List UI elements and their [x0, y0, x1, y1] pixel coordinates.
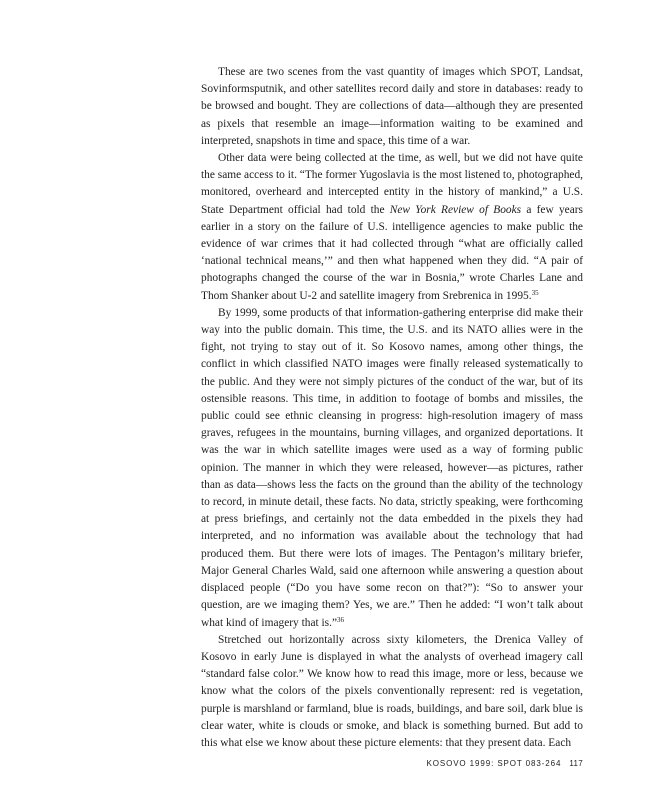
body-text [201, 64, 583, 752]
paragraph-4 [201, 632, 583, 752]
page-footer [380, 759, 583, 768]
paragraph-4-text: Stretched out horizontally across sixty kilometers, the Drenica Valley of Kosovo in early June is displayed in what the analysts of overhead imagery call “standard false color.” We know how to read this image, more or less, because we know what the colors of the pixels conventionally represent: red is vegetation, purple is marshland or farmland, blue is roads, buildings, and bare soil, dark blue is clear water, white is clouds or smoke, and black is something burned. But add to this what else we know about these picture elements: that they present data. Each [201, 633, 583, 749]
paragraph-3-text: By 1999, some products of that information-gathering enterprise did make their way into the public domain. This time, the U.S. and its NATO allies were in the fight, not trying to stay out of it. So Kosovo names, among other things, the conflict in which classified NATO images were finally released systematically to the public. And they were not simply pictures of the conduct of the war, but of its ostensible reasons. This time, in addition to footage of bombs and missiles, the public could see ethnic cleansing in progress: high-resolution imagery of mass graves, refugees in the mountains, burning villages, and organized deportations. It was the war in which satellite images were used as a way of forming public opinion. The manner in which they were released, however—as pictures, rather than as data—shows less the facts on the ground than the ability of the technology to record, in minute detail, these facts. No data, strictly speaking, were forthcoming at press briefings, and certainly not the data embedded in the pixels they had interpreted, and no information was available about the technology that had produced them. But there were lots of images. The Pentagon’s military briefer, Major General Charles Wald, said one afternoon while answering a question about displaced people (“Do you have some recon on that?”): “So to answer your question, are we imaging them? Yes, we are.” Then he added: “I won’t talk about what kind of imagery that is.” [201, 306, 583, 629]
page-number: 117 [569, 759, 583, 768]
footnote-ref-35: 35 [531, 288, 539, 297]
paragraph-2 [201, 150, 583, 305]
publication-title: New York Review of Books [389, 203, 522, 216]
paragraph-2-text-b: a few years earlier in a story on the failure of U.S. intelligence agencies to make public the evidence of war crimes that it had collected through “what are officially called ‘national technical means,’” and then what happened when they did. “A pair of photographs changed the course of the war in Bosnia,” wrote Charles Lane and Thom Shanker about U-2 and satellite imagery from Srebrenica in 1995. [201, 203, 583, 302]
paragraph-1-text: These are two scenes from the vast quantity of images which SPOT, Landsat, Sovinformsputnik, and other satellites record daily and store in databases: ready to be browsed and bought. They are collections of data—although they are presented as pixels that resemble an image—information waiting to be examined and interpreted, snapshots in time and space, this time of a war. [201, 66, 583, 147]
footnote-ref-36: 36 [337, 615, 345, 624]
paragraph-1 [201, 64, 583, 150]
running-head: KOSOVO 1999: SPOT 083-264 [426, 759, 562, 768]
paragraph-3 [201, 305, 583, 632]
paragraph-2-text-a: Other data were being collected at the time, as well, but we did not have quite the same access to it. “The former Yugoslavia is the most listened to, photographed, monitored, overheard and intercepted entity in the history of mankind,” a U.S. State Department official had told the [201, 152, 583, 216]
